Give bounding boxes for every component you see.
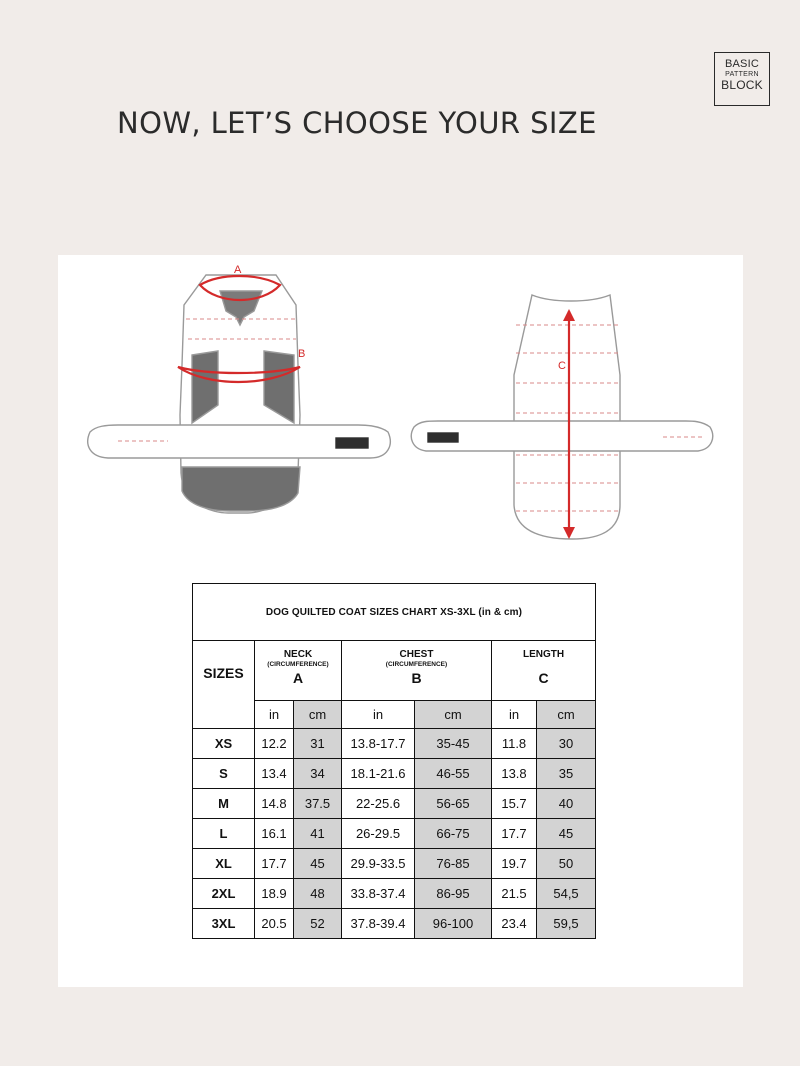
size-label: L	[193, 819, 255, 849]
chest-header	[342, 641, 492, 701]
chest-name: CHEST	[399, 649, 434, 660]
neck-cm-cell: 31	[294, 729, 342, 759]
neck-in-cell: 18.9	[255, 879, 294, 909]
velcro-pad-outside	[428, 433, 458, 442]
neck-cm-cell: 45	[294, 849, 342, 879]
chest-letter: B	[411, 670, 422, 686]
length-in-cell: 13.8	[492, 759, 537, 789]
coat-outside-view	[411, 295, 712, 539]
unit-in: in	[342, 701, 415, 729]
neck-cm-cell: 52	[294, 909, 342, 939]
chest-in-cell: 33.8-37.4	[342, 879, 415, 909]
size-label: 2XL	[193, 879, 255, 909]
velcro-pad	[336, 438, 368, 448]
chest-cm-cell: 56-65	[415, 789, 492, 819]
coat-diagram	[58, 255, 743, 565]
length-letter: C	[538, 670, 549, 686]
length-in-cell: 17.7	[492, 819, 537, 849]
label-b: B	[298, 348, 306, 360]
sizes-header: SIZES	[193, 641, 255, 729]
neck-letter: A	[292, 670, 304, 686]
brand-line-pattern: PATTERN	[725, 71, 759, 78]
unit-cm: cm	[294, 701, 342, 729]
length-in-cell: 19.7	[492, 849, 537, 879]
chest-in-cell: 29.9-33.5	[342, 849, 415, 879]
length-cm-cell: 54,5	[537, 879, 596, 909]
brand-line-block: BLOCK	[721, 78, 763, 92]
label-a: A	[234, 264, 242, 276]
neck-in-cell: 13.4	[255, 759, 294, 789]
chest-in-cell: 22-25.6	[342, 789, 415, 819]
back-lining	[182, 467, 300, 511]
size-label: M	[193, 789, 255, 819]
length-in-cell: 15.7	[492, 789, 537, 819]
coat-outside-body	[514, 295, 620, 539]
neck-cm-cell: 37.5	[294, 789, 342, 819]
neck-name: NECK	[283, 649, 313, 660]
neck-cm-cell: 48	[294, 879, 342, 909]
unit-in: in	[255, 701, 294, 729]
size-label: XS	[193, 729, 255, 759]
size-guide-panel	[58, 255, 743, 987]
brand-logo	[714, 52, 770, 106]
neck-in-cell: 12.2	[255, 729, 294, 759]
unit-in: in	[492, 701, 537, 729]
neck-in-cell: 14.8	[255, 789, 294, 819]
brand-line-basic: BASIC	[724, 58, 759, 70]
length-cm-cell: 40	[537, 789, 596, 819]
size-label: 3XL	[193, 909, 255, 939]
chest-cm-cell: 35-45	[415, 729, 492, 759]
neck-cm-cell: 34	[294, 759, 342, 789]
chest-cm-cell: 66-75	[415, 819, 492, 849]
chest-in-cell: 37.8-39.4	[342, 909, 415, 939]
length-in-cell: 23.4	[492, 909, 537, 939]
length-cm-cell: 50	[537, 849, 596, 879]
size-label: XL	[193, 849, 255, 879]
neck-header	[255, 641, 342, 701]
page-title: NOW, LET’S CHOOSE YOUR SIZE	[117, 106, 597, 140]
length-cm-cell: 30	[537, 729, 596, 759]
label-c: C	[558, 360, 566, 372]
neck-in-cell: 16.1	[255, 819, 294, 849]
length-cm-cell: 35	[537, 759, 596, 789]
length-name: LENGTH	[522, 649, 565, 660]
table-row	[193, 789, 596, 819]
chest-in-cell: 26-29.5	[342, 819, 415, 849]
length-cm-cell: 59,5	[537, 909, 596, 939]
table-row	[193, 819, 596, 849]
unit-cm: cm	[415, 701, 492, 729]
chest-cm-cell: 76-85	[415, 849, 492, 879]
neck-cm-cell: 41	[294, 819, 342, 849]
neck-in-cell: 17.7	[255, 849, 294, 879]
table-row	[193, 909, 596, 939]
chest-cm-cell: 96-100	[415, 909, 492, 939]
length-header	[492, 641, 596, 701]
coat-inside-view	[88, 275, 391, 513]
length-in-cell: 11.8	[492, 729, 537, 759]
chest-in-cell: 18.1-21.6	[342, 759, 415, 789]
neck-sub: (CIRCUMFERENCE)	[267, 661, 329, 668]
length-cm-cell: 45	[537, 819, 596, 849]
chest-cm-cell: 46-55	[415, 759, 492, 789]
chest-in-cell: 13.8-17.7	[342, 729, 415, 759]
table-row	[193, 849, 596, 879]
neck-in-cell: 20.5	[255, 909, 294, 939]
unit-cm: cm	[537, 701, 596, 729]
table-title: DOG QUILTED COAT SIZES CHART XS-3XL (in & cm)	[193, 584, 596, 641]
length-in-cell: 21.5	[492, 879, 537, 909]
size-label: S	[193, 759, 255, 789]
chest-cm-cell: 86-95	[415, 879, 492, 909]
table-row	[193, 759, 596, 789]
table-row	[193, 879, 596, 909]
chest-sub: (CIRCUMFERENCE)	[385, 661, 448, 668]
size-chart-table	[192, 583, 596, 939]
table-row	[193, 729, 596, 759]
